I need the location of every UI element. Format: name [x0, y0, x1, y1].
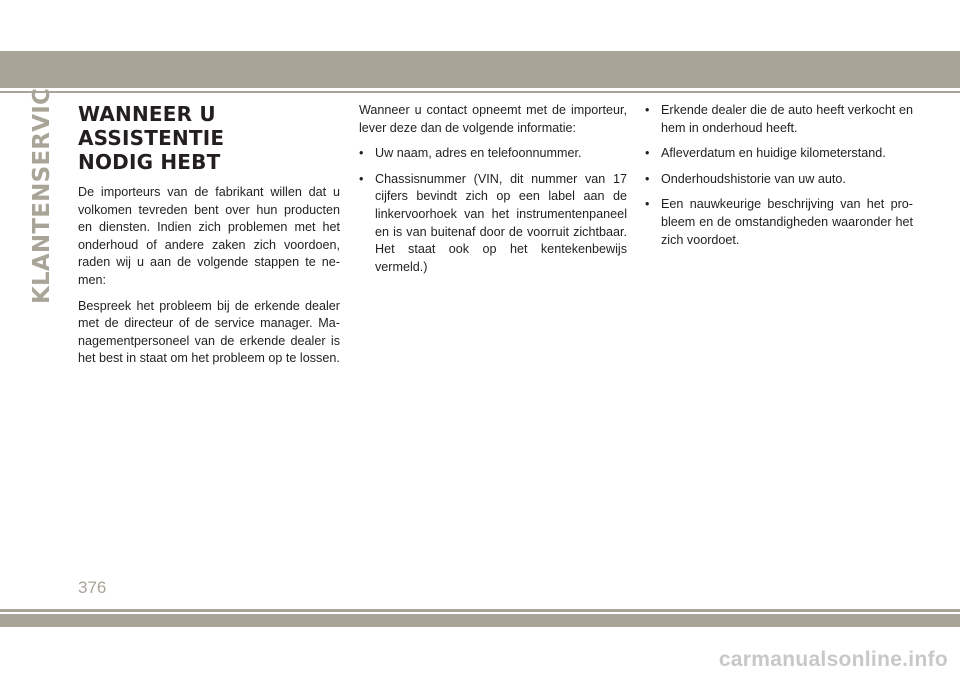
heading-line-2: NODIG HEBT [78, 150, 221, 174]
dealer-paragraph: Bespreek het probleem bij de erkende dealer met de directeur of de service manager. Managementpersoneel van de erkende dealer is het best in staat om het probleem op te lossen. [78, 298, 340, 366]
section-heading [78, 102, 340, 174]
header-rule [0, 91, 960, 93]
info-intro: Wanneer u contact opneemt met de importeur, lever deze dan de volgende informatie: [359, 103, 627, 135]
page-number: 376 [78, 578, 107, 597]
info-list-continued [645, 102, 913, 249]
heading-line-1: WANNEER U ASSISTENTIE [78, 102, 225, 150]
list-item: • Afleverdatum en huidige kilometerstand. [645, 145, 913, 163]
section-tab [22, 72, 62, 304]
column-1 [78, 102, 340, 376]
column-2 [359, 102, 627, 284]
footer-rule [0, 609, 960, 612]
list-item: • Erkende dealer die de auto heeft verkocht en hem in onderhoud heeft. [645, 102, 913, 137]
section-tab-label: KLANTENSERVICE [29, 72, 56, 304]
list-item: • Onderhoudshistorie van uw auto. [645, 171, 913, 189]
header-band [0, 51, 960, 88]
list-item: • Chassisnummer (VIN, dit nummer van 17 cijfers bevindt zich op een label aan de linkervoorhoek van het instrumentenpaneel en is van buitenaf door de voorruit zichtbaar. Het staat ook op het kentekenbewijs vermeld.) [359, 171, 627, 277]
intro-paragraph: De importeurs van de fabrikant willen dat u volkomen tevreden bent over hun producten en diensten. Indien zich problemen met het onderhoud of andere zaken zich voordoen, raden wij u aan de volgende stappen te nemen: [78, 185, 340, 287]
list-item: • Een nauwkeurige beschrijving van het probleem en de omstandigheden waaronder het zich voordoet. [645, 196, 913, 249]
column-3 [645, 102, 913, 257]
footer-band [0, 614, 960, 627]
list-item: • Uw naam, adres en telefoonnummer. [359, 145, 627, 163]
info-list [359, 145, 627, 276]
watermark: carmanualsonline.info [718, 648, 948, 671]
